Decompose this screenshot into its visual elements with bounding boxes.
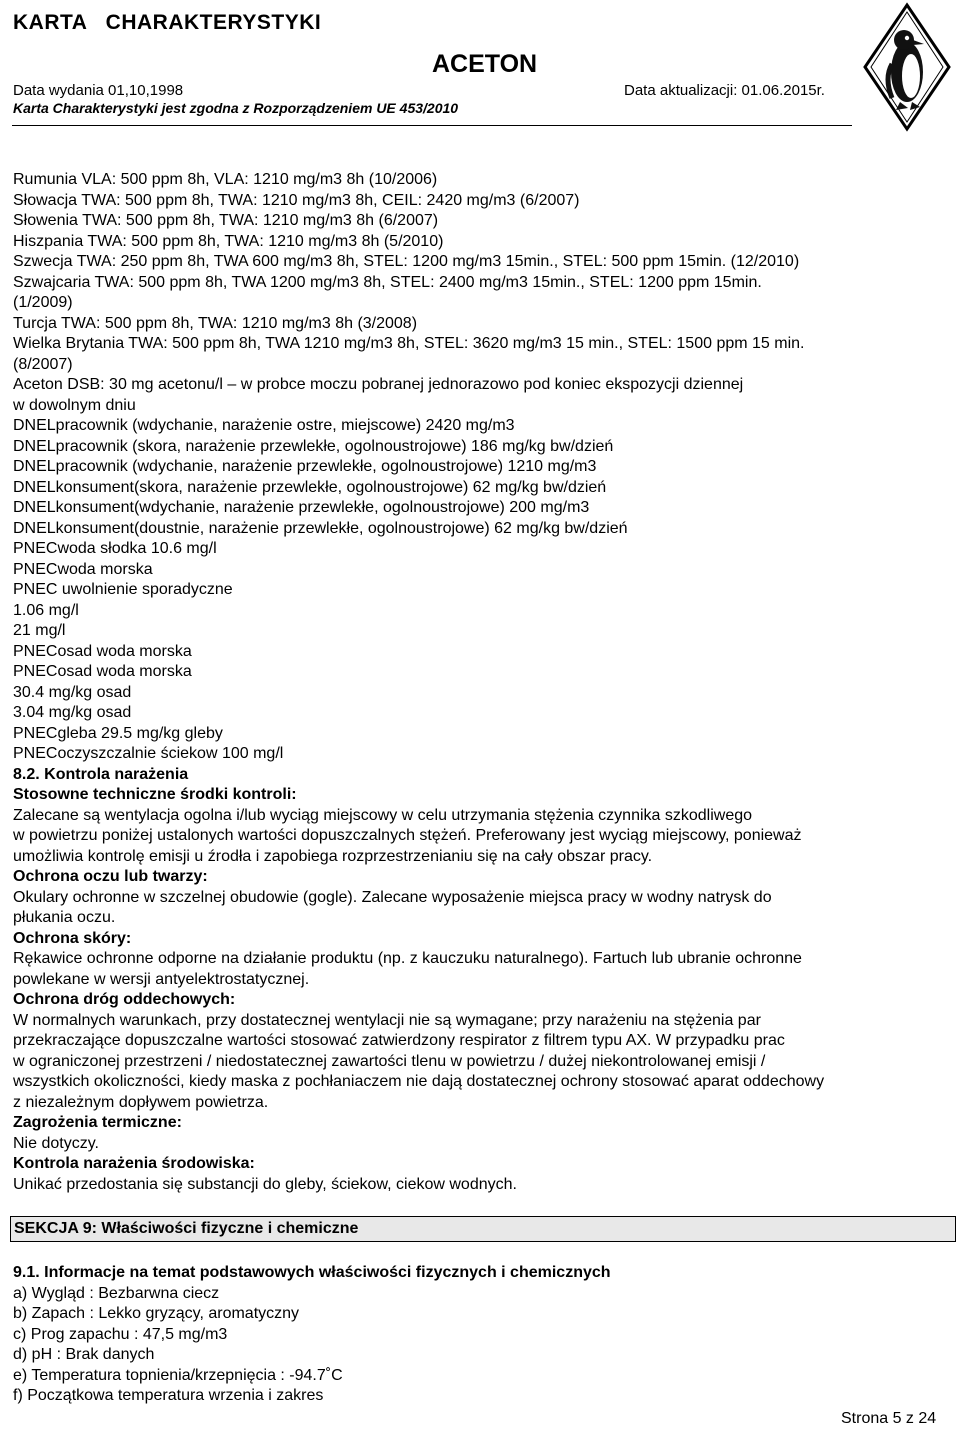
- text-line: Szwajcaria TWA: 500 ppm 8h, TWA 1200 mg/m3 8h, STEL: 2400 mg/m3 15min., STEL: 1200 ppm 15min.: [13, 273, 762, 291]
- page-number: Strona 5 z 24: [841, 1410, 937, 1427]
- text-line: Słowacja TWA: 500 ppm 8h, TWA: 1210 mg/m3 8h, CEIL: 2420 mg/m3 (6/2007): [13, 191, 580, 209]
- subheading: Ochrona dróg oddechowych:: [13, 991, 236, 1008]
- section-9-body: [13, 1263, 948, 1407]
- text-line: PNEC uwolnienie sporadyczne: [13, 581, 233, 598]
- text-line: Turcja TWA: 500 ppm 8h, TWA: 1210 mg/m3 8h (3/2008): [13, 314, 418, 332]
- text-line: Hiszpania TWA: 500 ppm 8h, TWA: 1210 mg/m3 8h (5/2010): [13, 232, 444, 250]
- header-divider: [12, 125, 852, 126]
- text-line: c) Prog zapachu : 47,5 mg/m3: [13, 1325, 228, 1343]
- text-line: b) Zapach : Lekko gryzący, aromatyczny: [13, 1305, 300, 1322]
- header-title: KARTA CHARAKTERYSTYKI: [13, 11, 322, 34]
- text-line: PNECgleba 29.5 mg/kg gleby: [13, 724, 223, 742]
- document-body: [13, 170, 948, 1195]
- text-line: PNECwoda morska: [13, 560, 153, 578]
- issue-date: Data wydania 01,10,1998: [13, 82, 184, 99]
- text-line: W normalnych warunkach, przy dostatecznej wentylacji nie są wymagane; przy narażeniu na stężenia par: [13, 1011, 761, 1029]
- text-line: Zalecane są wentylacja ogolna i/lub wyciąg miejscowy w celu utrzymania stężenia czynnika szkodliwego: [13, 806, 753, 824]
- penguin-diamond-logo-icon: [862, 2, 952, 132]
- text-line: Okulary ochronne w szczelnej obudowie (gogle). Zalecane wyposażenie miejsca pracy w wodny natrysk do: [13, 888, 772, 906]
- product-name: ACETON: [432, 50, 538, 78]
- subheading: Stosowne techniczne środki kontroli:: [13, 786, 297, 803]
- text-line: 3.04 mg/kg osad: [13, 704, 132, 721]
- subheading: Ochrona oczu lub twarzy:: [13, 868, 208, 885]
- text-line: Wielka Brytania TWA: 500 ppm 8h, TWA 1210 mg/m3 8h, STEL: 3620 mg/m3 15 min., STEL: 1500 ppm 15 min.: [13, 335, 805, 352]
- text-line: f) Początkowa temperatura wrzenia i zakres: [13, 1387, 324, 1404]
- text-line: DNELkonsument(wdychanie, narażenie przewlekłe, ogolnoustrojowe) 200 mg/m3: [13, 499, 590, 516]
- subheading: Kontrola narażenia środowiska:: [13, 1155, 255, 1172]
- text-line: (1/2009): [13, 294, 73, 311]
- text-line: w powietrzu poniżej ustalonych wartości dopuszczalnych stężeń. Preferowany jest wyciąg miejscowy, ponieważ: [13, 827, 802, 844]
- text-line: DNELpracownik (wdychanie, narażenie przewlekłe, ogolnoustrojowe) 1210 mg/m3: [13, 458, 597, 475]
- text-line: Rumunia VLA: 500 ppm 8h, VLA: 1210 mg/m3 8h (10/2006): [13, 171, 438, 188]
- section-9-title: SEKCJA 9: Właściwości fizyczne i chemiczne: [14, 1220, 359, 1237]
- text-line: Unikać przedostania się substancji do gleby, ściekow, ciekow wodnych.: [13, 1175, 517, 1193]
- text-line: wszystkich okoliczności, kiedy maska z pochłaniaczem nie dają dostatecznej ochrony stosować aparat oddechowy: [13, 1073, 825, 1090]
- text-line: z niezależnym dopływem powietrza.: [13, 1093, 269, 1111]
- text-line: DNELkonsument(doustnie, narażenie przewlekłe, ogolnoustrojowe) 62 mg/kg bw/dzień: [13, 519, 628, 537]
- text-line: 21 mg/l: [13, 622, 66, 639]
- update-date: Data aktualizacji: 01.06.2015r.: [624, 82, 825, 99]
- subheading: Zagrożenia termiczne:: [13, 1114, 182, 1131]
- subheading: 8.2. Kontrola narażenia: [13, 765, 189, 783]
- text-line: d) pH : Brak danych: [13, 1346, 155, 1363]
- text-line: Słowenia TWA: 500 ppm 8h, TWA: 1210 mg/m3 8h (6/2007): [13, 212, 439, 229]
- text-line: w dowolnym dniu: [13, 396, 136, 414]
- text-line: umożliwia kontrolę emisji u źrodła i zapobiega rozprzestrzenianiu się na cały obszar pracy.: [13, 847, 653, 865]
- text-line: PNECoczyszczalnie ściekow 100 mg/l: [13, 745, 284, 762]
- text-line: PNECosad woda morska: [13, 663, 192, 680]
- text-line: e) Temperatura topnienia/krzepnięcia : -94.7˚C: [13, 1366, 343, 1384]
- text-line: PNECosad woda morska: [13, 642, 192, 660]
- text-line: DNELpracownik (wdychanie, narażenie ostre, miejscowe) 2420 mg/m3: [13, 417, 515, 434]
- text-line: Szwecja TWA: 250 ppm 8h, TWA 600 mg/m3 8h, STEL: 1200 mg/m3 15min., STEL: 500 ppm 15min. (12/2010): [13, 253, 800, 270]
- text-line: (8/2007): [13, 355, 73, 373]
- text-line: powlekane w wersji antyelektrostatycznej.: [13, 970, 310, 988]
- subheading: 9.1. Informacje na temat podstawowych właściwości fizycznych i chemicznych: [13, 1264, 611, 1281]
- text-line: płukania oczu.: [13, 909, 116, 926]
- text-line: PNECwoda słodka 10.6 mg/l: [13, 540, 217, 557]
- text-line: DNELpracownik (skora, narażenie przewlekłe, ogolnoustrojowe) 186 mg/kg bw/dzień: [13, 437, 614, 455]
- text-line: Rękawice ochronne odporne na działanie produktu (np. z kauczuku naturalnego). Fartuch lub ubranie ochronne: [13, 950, 802, 967]
- text-line: DNELkonsument(skora, narażenie przewlekłe, ogolnoustrojowe) 62 mg/kg bw/dzień: [13, 478, 607, 496]
- text-line: Aceton DSB: 30 mg acetonu/l – w probce moczu pobranej jednorazowo pod koniec ekspozycji dziennej: [13, 376, 744, 393]
- text-line: w ograniczonej przestrzeni / niedostatecznej zawartości tlenu w powietrzu / dużej niekontrolowanej emisji /: [13, 1052, 766, 1070]
- text-line: 30.4 mg/kg osad: [13, 683, 132, 701]
- text-line: przekraczające dopuszczalne wartości stosować zatwierdzony respirator z filtrem typu AX. W przypadku prac: [13, 1032, 785, 1049]
- text-line: 1.06 mg/l: [13, 601, 79, 619]
- subheading: Ochrona skóry:: [13, 929, 132, 947]
- regulation-note: Karta Charakterystyki jest zgodna z Rozporządzeniem UE 453/2010: [13, 100, 459, 116]
- text-line: a) Wygląd : Bezbarwna ciecz: [13, 1284, 220, 1302]
- text-line: Nie dotyczy.: [13, 1134, 99, 1152]
- section-9-header: [10, 1216, 956, 1242]
